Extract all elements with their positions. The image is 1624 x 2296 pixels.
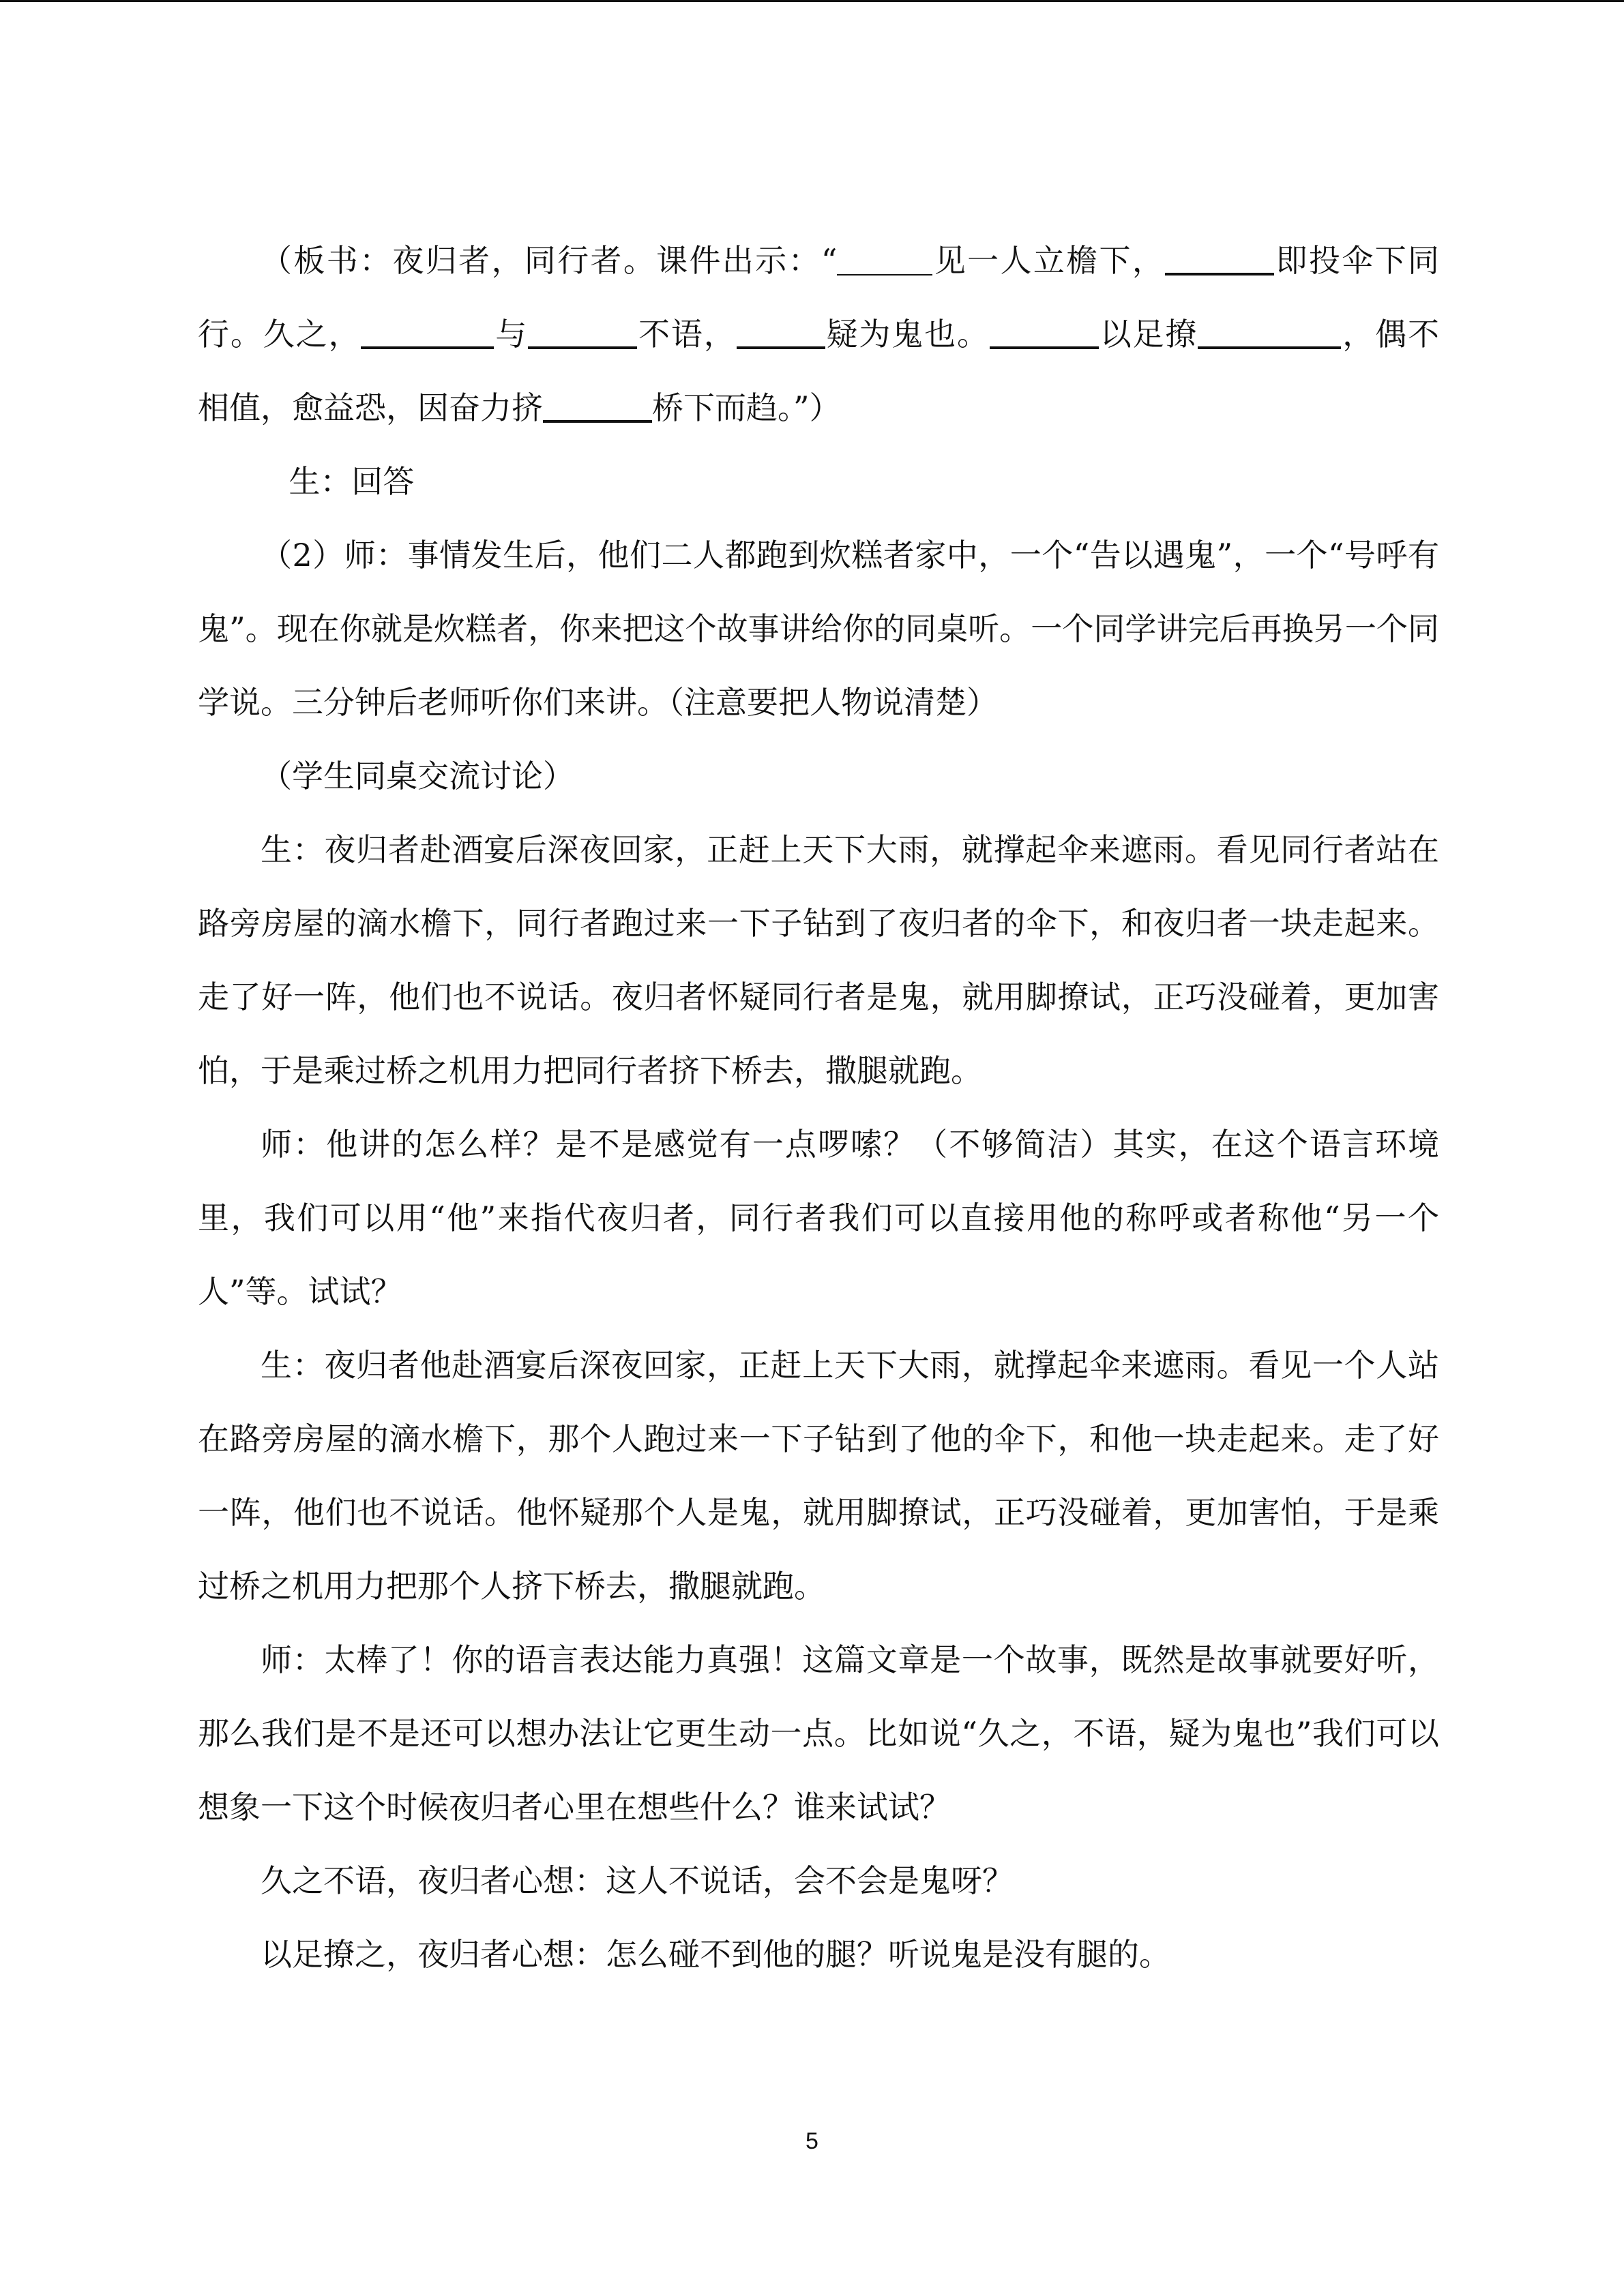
teacher-instruction: （2）师：事情发生后，他们二人都跑到炊糕者家中，一个“告以遇鬼”，一个“号呼有鬼”。现在你就是炊糕者，你来把这个故事讲给你的同桌听。一个同学讲完后再换另一个同学说。三分钟后老师听你们来讲。（注意要把人物说清楚） — [198, 537, 1439, 721]
teacher-feedback-1: 师：他讲的怎么样？是不是感觉有一点啰嗦？（不够简洁）其实，在这个语言环境里，我们可以用“他”来指代夜归者，同行者我们可以直接用他的称呼或者称他“另一个人”等。试试？ — [198, 1126, 1439, 1310]
blank-6[interactable] — [990, 313, 1099, 348]
blank-4[interactable] — [528, 313, 637, 348]
blank-3[interactable] — [361, 313, 494, 348]
blank-2[interactable] — [1165, 239, 1274, 275]
teacher-feedback-2: 师：太棒了！你的语言表达能力真强！这篇文章是一个故事，既然是故事就要好听，那么我们是不是还可以想办法让它更生动一点。比如说“久之，不语，疑为鬼也”我们可以想象一下这个时候夜归者心里在想些什么？谁来试试？ — [198, 1641, 1439, 1825]
fill-in-exercise: （板书：夜归者，同行者。课件出示：“ 见一人立檐下， 即投伞下同行。久之， 与 不语， 疑为鬼也。 以足撩 ，偶不相值，愈益恐，因奋力挤 桥下而趋。”） — [198, 224, 1439, 445]
student-answer: 生：回答 — [289, 463, 415, 500]
discussion-note: （学生同桌交流讨论） — [261, 758, 574, 794]
imagination-line-1: 久之不语，夜归者心想：这人不说话，会不会是鬼呀？ — [261, 1862, 1014, 1899]
student-retelling-1: 生：夜归者赴酒宴后深夜回家，正赶上天下大雨，就撑起伞来遮雨。看见同行者站在路旁房屋的滴水檐下，同行者跑过来一下子钻到了夜归者的伞下，和夜归者一块走起来。走了好一阵，他们也不说话。夜归者怀疑同行者是鬼，就用脚撩试，正巧没碰着，更加害怕，于是乘过桥之机用力把同行者挤下桥去，撒腿就跑。 — [198, 831, 1439, 1089]
imagination-line-2: 以足撩之，夜归者心想：怎么碰不到他的腿？听说鬼是没有腿的。 — [261, 1936, 1170, 1973]
blank-5[interactable] — [737, 313, 825, 348]
page-number: 5 — [806, 2128, 818, 2154]
blank-8[interactable] — [543, 387, 652, 422]
student-retelling-2: 生：夜归者他赴酒宴后深夜回家，正赶上天下大雨，就撑起伞来遮雨。看见一个人站在路旁房屋的滴水檐下，那个人跑过来一下子钻到了他的伞下，和他一块走起来。走了好一阵，他们也不说话。他怀疑那个人是鬼，就用脚撩试，正巧没碰着，更加害怕，于是乘过桥之机用力把那个人挤下桥去，撒腿就跑。 — [198, 1347, 1439, 1605]
blank-1[interactable] — [837, 241, 932, 275]
blank-7[interactable] — [1198, 313, 1341, 348]
document-body — [198, 224, 1439, 1991]
